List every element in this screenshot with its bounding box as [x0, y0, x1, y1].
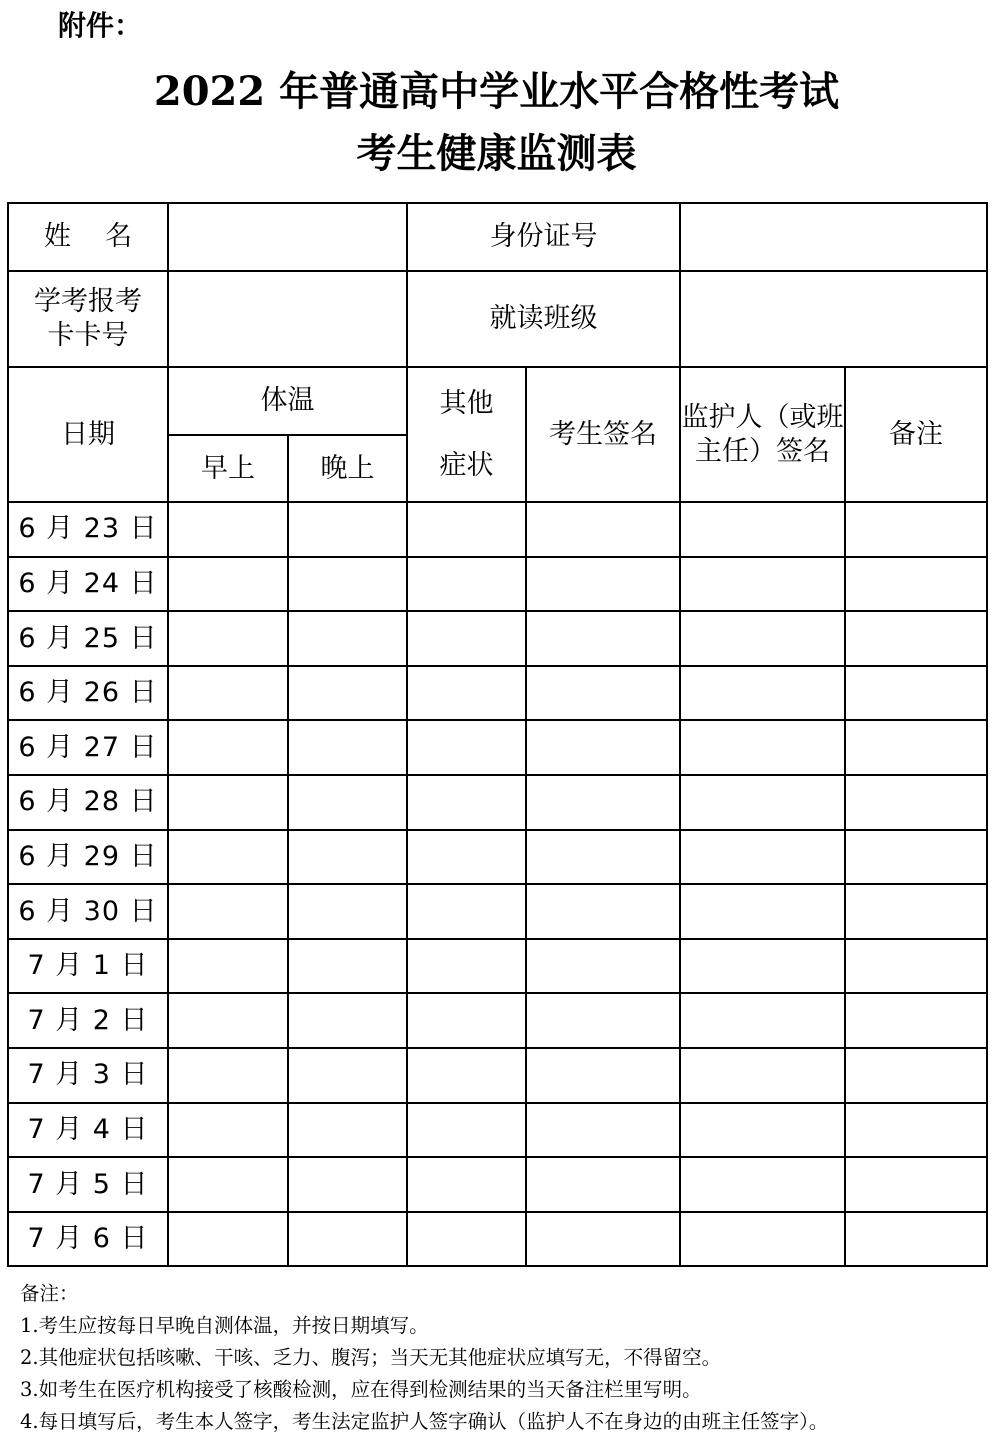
remarks-cell[interactable] — [845, 1103, 987, 1158]
morning-temp-cell[interactable] — [168, 557, 288, 612]
evening-temp-cell[interactable] — [288, 502, 407, 557]
morning-temp-cell[interactable] — [168, 1212, 288, 1267]
other-symptoms-cell[interactable] — [407, 1157, 526, 1212]
guardian-signature-cell[interactable] — [680, 1212, 845, 1267]
remarks-header: 备注 — [845, 367, 987, 502]
temperature-header: 体温 — [168, 367, 407, 435]
evening-temp-cell[interactable] — [288, 939, 407, 994]
date-cell: 7 月 3 日 — [8, 1048, 168, 1103]
other-symptoms-cell[interactable] — [407, 1212, 526, 1267]
date-cell: 6 月 24 日 — [8, 557, 168, 612]
remarks-cell[interactable] — [845, 1212, 987, 1267]
other-symptoms-cell[interactable] — [407, 502, 526, 557]
student-signature-header: 考生签名 — [526, 367, 680, 502]
table-row — [8, 1048, 987, 1103]
remarks-cell[interactable] — [845, 720, 987, 775]
other-symptoms-line1: 其他 — [439, 387, 494, 419]
date-cell: 6 月 23 日 — [8, 502, 168, 557]
evening-temp-cell[interactable] — [288, 830, 407, 885]
guardian-signature-cell[interactable] — [680, 611, 845, 666]
table-row — [8, 611, 987, 666]
other-symptoms-cell[interactable] — [407, 1103, 526, 1158]
exam-card-label-line2: 卡卡号 — [47, 320, 129, 351]
student-signature-cell[interactable] — [526, 557, 680, 612]
remarks-cell[interactable] — [845, 1048, 987, 1103]
remarks-cell[interactable] — [845, 611, 987, 666]
id-number-label: 身份证号 — [407, 203, 680, 271]
guardian-signature-cell[interactable] — [680, 666, 845, 721]
guardian-signature-cell[interactable] — [680, 720, 845, 775]
class-input-cell[interactable] — [680, 271, 987, 367]
remarks-cell[interactable] — [845, 884, 987, 939]
table-row — [8, 775, 987, 830]
notes-heading: 备注： — [20, 1282, 79, 1305]
other-symptoms-cell[interactable] — [407, 666, 526, 721]
evening-temp-cell[interactable] — [288, 993, 407, 1048]
student-signature-cell[interactable] — [526, 720, 680, 775]
other-symptoms-cell[interactable] — [407, 993, 526, 1048]
date-cell: 7 月 5 日 — [8, 1157, 168, 1212]
date-cell: 7 月 1 日 — [8, 939, 168, 994]
table-row — [8, 939, 987, 994]
remarks-cell[interactable] — [845, 666, 987, 721]
morning-temp-cell[interactable] — [168, 666, 288, 721]
other-symptoms-cell[interactable] — [407, 1048, 526, 1103]
date-cell: 6 月 25 日 — [8, 611, 168, 666]
student-signature-cell[interactable] — [526, 939, 680, 994]
attachment-label: 附件： — [58, 9, 143, 42]
morning-temp-cell[interactable] — [168, 775, 288, 830]
table-row — [8, 666, 987, 721]
evening-temp-cell[interactable] — [288, 1103, 407, 1158]
guardian-signature-cell[interactable] — [680, 1048, 845, 1103]
morning-temp-cell[interactable] — [168, 1103, 288, 1158]
date-cell: 6 月 29 日 — [8, 830, 168, 885]
student-signature-cell[interactable] — [526, 502, 680, 557]
date-cell: 7 月 4 日 — [8, 1103, 168, 1158]
other-symptoms-line2: 症状 — [439, 449, 494, 481]
table-row — [8, 1212, 987, 1267]
table-row — [8, 993, 987, 1048]
remarks-cell[interactable] — [845, 830, 987, 885]
date-rows — [8, 502, 987, 1266]
morning-header: 早上 — [168, 435, 288, 502]
guardian-signature-cell[interactable] — [680, 939, 845, 994]
column-header-row-1 — [8, 367, 987, 435]
morning-temp-cell[interactable] — [168, 884, 288, 939]
id-number-input-cell[interactable] — [680, 203, 987, 271]
evening-temp-cell[interactable] — [288, 1048, 407, 1103]
morning-temp-cell[interactable] — [168, 720, 288, 775]
evening-temp-cell[interactable] — [288, 720, 407, 775]
evening-temp-cell[interactable] — [288, 884, 407, 939]
student-signature-cell[interactable] — [526, 666, 680, 721]
evening-temp-cell[interactable] — [288, 775, 407, 830]
table-row — [8, 1157, 987, 1212]
other-symptoms-cell[interactable] — [407, 775, 526, 830]
student-signature-cell[interactable] — [526, 775, 680, 830]
other-symptoms-header — [407, 367, 526, 502]
guardian-signature-header — [680, 367, 845, 502]
date-cell: 6 月 26 日 — [8, 666, 168, 721]
table-row — [8, 720, 987, 775]
page-subtitle: 考生健康监测表 — [356, 130, 637, 177]
morning-temp-cell[interactable] — [168, 830, 288, 885]
morning-temp-cell[interactable] — [168, 993, 288, 1048]
guardian-signature-cell[interactable] — [680, 775, 845, 830]
guardian-signature-cell[interactable] — [680, 830, 845, 885]
page-title: 2022 年普通高中学业水平合格性考试 — [153, 68, 840, 115]
guardian-signature-cell[interactable] — [680, 993, 845, 1048]
remarks-cell[interactable] — [845, 1157, 987, 1212]
remarks-cell[interactable] — [845, 993, 987, 1048]
guardian-signature-line1: 监护人（或班 — [681, 401, 844, 433]
remarks-cell[interactable] — [845, 775, 987, 830]
exam-card-label-line1: 学考报考 — [34, 286, 142, 318]
morning-temp-cell[interactable] — [168, 1048, 288, 1103]
evening-temp-cell[interactable] — [288, 611, 407, 666]
student-signature-cell[interactable] — [526, 1157, 680, 1212]
guardian-signature-cell[interactable] — [680, 1103, 845, 1158]
morning-temp-cell[interactable] — [168, 939, 288, 994]
evening-temp-cell[interactable] — [288, 666, 407, 721]
other-symptoms-cell[interactable] — [407, 884, 526, 939]
table-row — [8, 1103, 987, 1158]
note-item: 1.考生应按每日早晚自测体温，并按日期填写。 — [20, 1314, 429, 1337]
other-symptoms-cell[interactable] — [407, 720, 526, 775]
health-monitoring-table — [7, 202, 988, 1267]
exam-card-label — [8, 271, 168, 367]
table-row — [8, 502, 987, 557]
remarks-cell[interactable] — [845, 502, 987, 557]
evening-temp-cell[interactable] — [288, 1212, 407, 1267]
other-symptoms-cell[interactable] — [407, 557, 526, 612]
date-cell: 6 月 28 日 — [8, 775, 168, 830]
table-row — [8, 884, 987, 939]
guardian-signature-cell[interactable] — [680, 1157, 845, 1212]
other-symptoms-cell[interactable] — [407, 939, 526, 994]
exam-card-input-cell[interactable] — [168, 271, 407, 367]
evening-header: 晚上 — [288, 435, 407, 502]
guardian-signature-cell[interactable] — [680, 884, 845, 939]
exam-card-row — [8, 271, 987, 367]
guardian-signature-cell[interactable] — [680, 557, 845, 612]
guardian-signature-line2: 主任）签名 — [695, 435, 830, 467]
date-cell: 6 月 30 日 — [8, 884, 168, 939]
date-header: 日期 — [8, 367, 168, 502]
other-symptoms-cell[interactable] — [407, 830, 526, 885]
remarks-cell[interactable] — [845, 939, 987, 994]
guardian-signature-cell[interactable] — [680, 502, 845, 557]
table-row — [8, 557, 987, 612]
student-signature-cell[interactable] — [526, 993, 680, 1048]
date-cell: 7 月 2 日 — [8, 993, 168, 1048]
evening-temp-cell[interactable] — [288, 1157, 407, 1212]
note-item: 2.其他症状包括咳嗽、干咳、乏力、腹泻；当天无其他症状应填写无，不得留空。 — [20, 1346, 722, 1369]
student-signature-cell[interactable] — [526, 884, 680, 939]
morning-temp-cell[interactable] — [168, 611, 288, 666]
name-input-cell[interactable] — [168, 203, 407, 271]
table-row — [8, 830, 987, 885]
morning-temp-cell[interactable] — [168, 1157, 288, 1212]
note-item: 4.每日填写后，考生本人签字，考生法定监护人签字确认（监护人不在身边的由班主任签字）。 — [20, 1410, 829, 1433]
student-signature-cell[interactable] — [526, 1212, 680, 1267]
remarks-cell[interactable] — [845, 557, 987, 612]
evening-temp-cell[interactable] — [288, 557, 407, 612]
notes-section — [20, 1278, 985, 1438]
name-row — [8, 203, 987, 271]
date-cell: 6 月 27 日 — [8, 720, 168, 775]
morning-temp-cell[interactable] — [168, 502, 288, 557]
class-label: 就读班级 — [407, 271, 680, 367]
note-item: 3.如考生在医疗机构接受了核酸检测，应在得到检测结果的当天备注栏里写明。 — [20, 1378, 702, 1401]
date-cell: 7 月 6 日 — [8, 1212, 168, 1267]
student-signature-cell[interactable] — [526, 1048, 680, 1103]
name-label: 姓 名 — [8, 203, 168, 271]
student-signature-cell[interactable] — [526, 1103, 680, 1158]
other-symptoms-cell[interactable] — [407, 611, 526, 666]
student-signature-cell[interactable] — [526, 611, 680, 666]
student-signature-cell[interactable] — [526, 830, 680, 885]
